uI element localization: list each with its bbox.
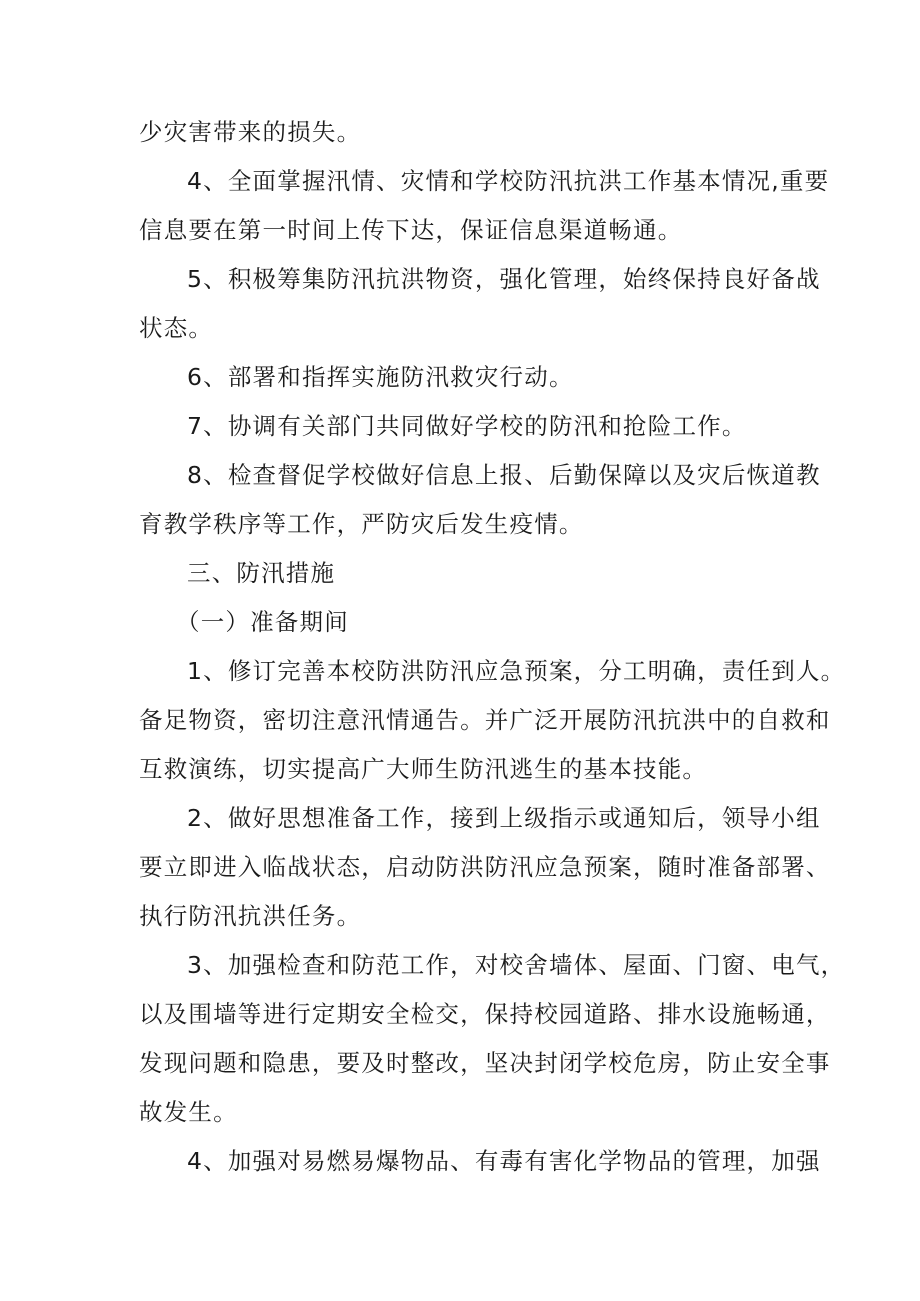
list-item-8: 8、检查督促学校做好信息上报、后勤保障以及灾后恢道教	[187, 461, 821, 489]
list-item-1: 1、修订完善本校防洪防汛应急预案，分工明确，责任到人。	[187, 657, 846, 685]
list-item-3: 3、加强检查和防范工作，对校舍墙体、屋面、门窗、电气，	[187, 951, 846, 979]
text-line: 信息要在第一时间上传下达，保证信息渠道畅通。	[139, 216, 683, 244]
list-item-4: 4、全面掌握汛情、灾情和学校防汛抗洪工作基本情况,重要	[187, 167, 830, 195]
text-line: 育教学秩序等工作，严防灾后发生疫情。	[139, 510, 584, 538]
list-item-4b: 4、加强对易燃易爆物品、有毒有害化学物品的管理，加强	[187, 1147, 821, 1175]
text-line: 少灾害带来的损失。	[139, 118, 362, 146]
subsection-heading: （一）准备期间	[176, 608, 349, 636]
text-line: 以及围墙等进行定期安全检交，保持校园道路、排水设施畅通，	[139, 1000, 831, 1028]
list-item-2: 2、做好思想准备工作，接到上级指示或通知后，领导小组	[187, 804, 821, 832]
text-line: 要立即进入临战状态，启动防洪防汛应急预案，随时准备部署、	[139, 853, 831, 881]
text-line: 互救演练，切实提高广大师生防汛逃生的基本技能。	[139, 755, 708, 783]
list-item-6: 6、部署和指挥实施防汛救灾行动。	[187, 363, 574, 391]
list-item-7: 7、协调有关部门共同做好学校的防汛和抢险工作。	[187, 412, 747, 440]
text-line: 状态。	[139, 314, 214, 342]
text-line: 故发生。	[139, 1098, 238, 1126]
section-heading: 三、防汛措施	[187, 559, 336, 587]
text-line: 执行防汛抗洪任务。	[139, 902, 362, 930]
list-item-5: 5、积极筹集防汛抗洪物资，强化管理，始终保持良好备战	[187, 265, 821, 293]
text-line: 备足物资，密切注意汛情通告。并广泛开展防汛抗洪中的自救和	[139, 706, 831, 734]
text-line: 发现问题和隐患，要及时整改，坚决封闭学校危房，防止安全事	[139, 1049, 831, 1077]
